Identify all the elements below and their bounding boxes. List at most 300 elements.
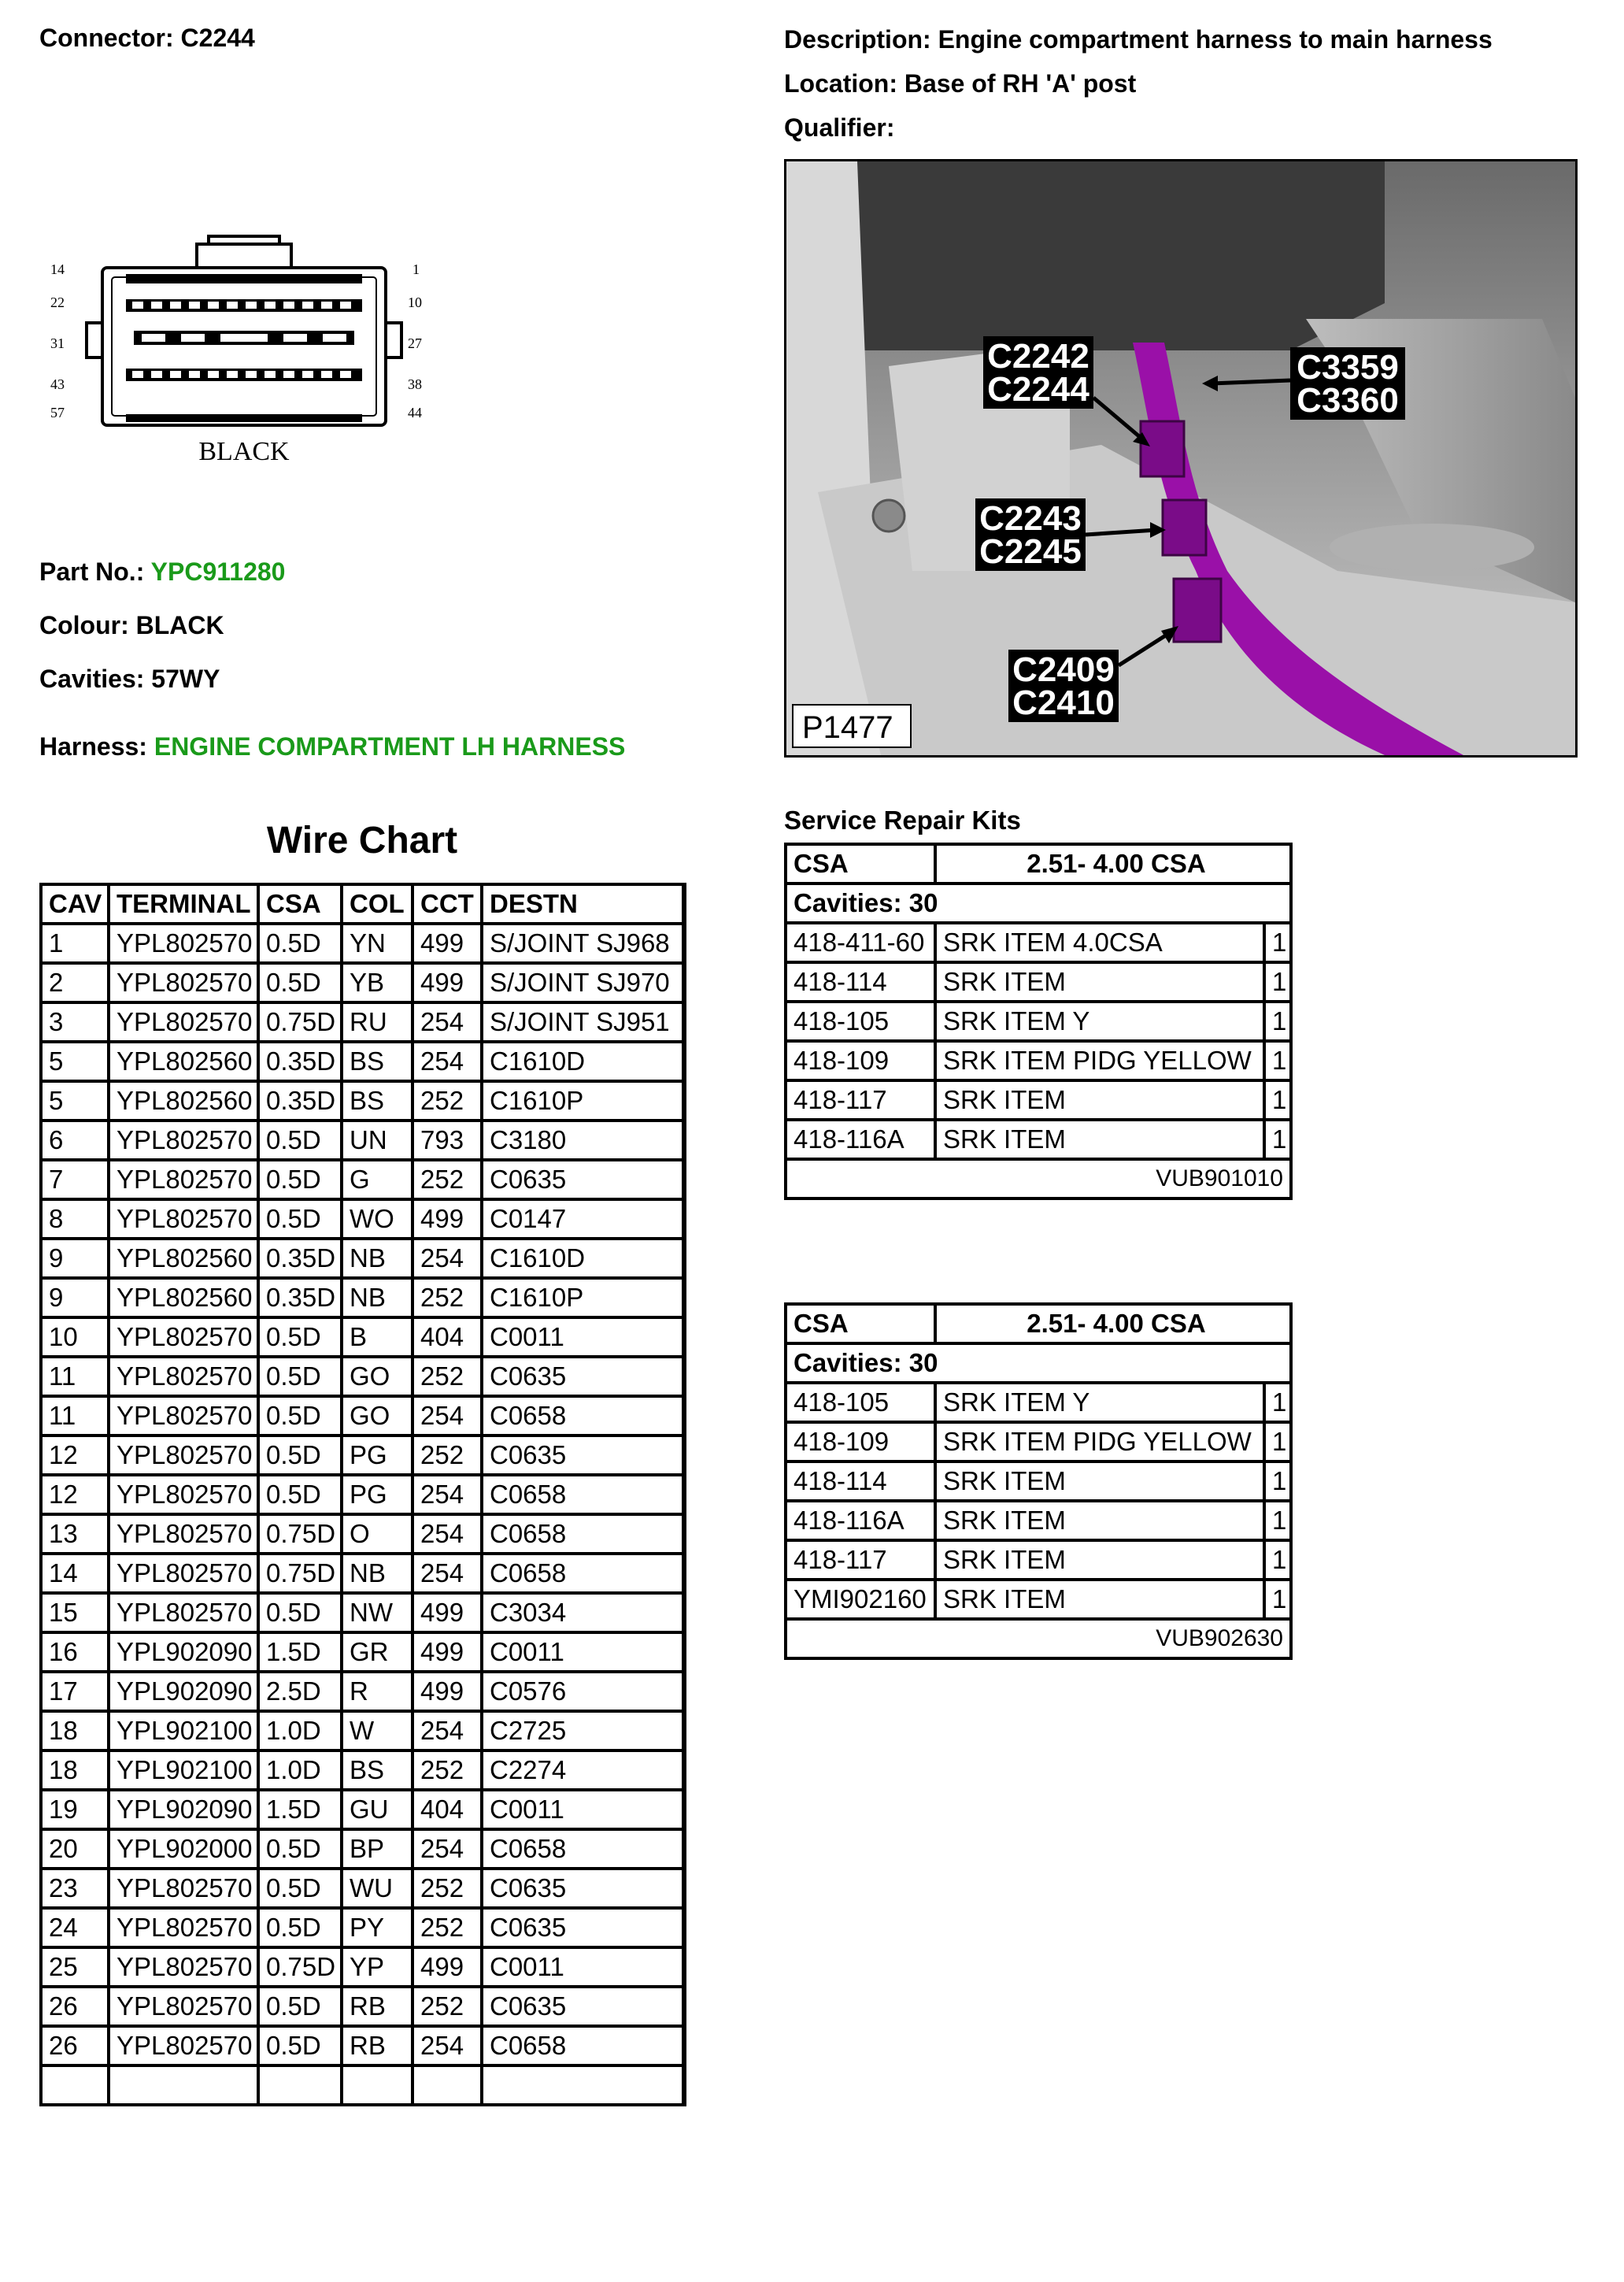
cell-destn: C0576 [483,1673,685,1713]
kit-item-part: 418-105 [787,1003,937,1043]
kit-item-qty: 1 [1266,924,1289,964]
cell-csa: 0.5D [260,1319,343,1358]
kit-item-row [787,1581,1289,1621]
cell-destn: C0658 [483,2028,685,2067]
kit-item-qty: 1 [1266,1542,1289,1581]
cell-terminal: YPL802570 [110,1516,260,1555]
cell-col: RB [343,1988,414,2028]
cell-cct: 254 [414,1555,483,1595]
kit-item-description: SRK ITEM PIDG YELLOW [937,1424,1266,1463]
pin-number-right: 38 [408,376,422,392]
kit-number: VUB902630 [1156,1625,1283,1651]
kit-item-part: 418-117 [787,1082,937,1121]
kit-item-description: SRK ITEM [937,1542,1266,1581]
kit-item-description: SRK ITEM [937,1121,1266,1161]
cell-cav: 7 [43,1161,110,1201]
cell-empty [343,2067,414,2106]
column-header-terminal: TERMINAL [110,886,260,925]
cell-destn: C0635 [483,1358,685,1398]
wire-chart-row [43,1988,685,2028]
repair-kit-table [784,843,1293,1200]
kit-item-description: SRK ITEM Y [937,1384,1266,1424]
cell-cav: 11 [43,1358,110,1398]
kit-item-qty: 1 [1266,1003,1289,1043]
cell-cav: 23 [43,1870,110,1910]
cell-cav: 26 [43,1988,110,2028]
cell-col: NB [343,1240,414,1280]
cell-csa: 0.75D [260,1516,343,1555]
cell-terminal: YPL802570 [110,1949,260,1988]
cell-col: WU [343,1870,414,1910]
cell-cav: 1 [43,925,110,965]
kit-number: VUB901010 [1156,1165,1283,1191]
column-header-csa: CSA [260,886,343,925]
wire-chart-row [43,1555,685,1595]
svg-text:C2243: C2243 [979,499,1082,538]
pin-number-left: 22 [50,295,65,310]
kit-item-row [787,1463,1289,1502]
part-number-link[interactable]: YPC911280 [150,558,286,586]
kit-item-description: SRK ITEM [937,964,1266,1003]
kit-item-qty: 1 [1266,1502,1289,1542]
kit-item-qty: 1 [1266,1121,1289,1161]
cell-cct: 254 [414,2028,483,2067]
cell-csa: 1.5D [260,1791,343,1831]
cell-destn: C0147 [483,1201,685,1240]
cell-terminal: YPL802570 [110,1122,260,1161]
wire-chart-row [43,1673,685,1713]
cell-destn: C0658 [483,1555,685,1595]
service-repair-kits-title: Service Repair Kits [784,806,1021,835]
cell-destn: C1610D [483,1240,685,1280]
cell-csa: 0.5D [260,1161,343,1201]
kit-cavities-row [787,1345,1289,1384]
cell-col: W [343,1713,414,1752]
kit-csa-label: CSA [787,846,937,885]
cell-csa: 0.75D [260,1555,343,1595]
cell-col: PG [343,1437,414,1476]
cell-terminal: YPL902100 [110,1713,260,1752]
cell-cct: 793 [414,1122,483,1161]
column-header-cav: CAV [43,886,110,925]
cell-cct: 252 [414,1358,483,1398]
cell-cct: 254 [414,1831,483,1870]
wire-chart-row [43,1476,685,1516]
wire-chart-row [43,1201,685,1240]
wire-chart-row [43,1280,685,1319]
cell-col: NB [343,1555,414,1595]
cell-csa: 0.5D [260,1870,343,1910]
cell-terminal: YPL902090 [110,1791,260,1831]
cell-cav: 9 [43,1240,110,1280]
cell-cct: 252 [414,1910,483,1949]
cell-terminal: YPL802570 [110,1004,260,1043]
cell-cav: 18 [43,1713,110,1752]
cell-terminal: YPL902090 [110,1673,260,1713]
kit-item-row [787,1502,1289,1542]
cell-cav: 8 [43,1201,110,1240]
cell-col: BP [343,1831,414,1870]
cell-destn: C1610P [483,1083,685,1122]
cell-csa: 0.5D [260,1476,343,1516]
cell-destn: C3180 [483,1122,685,1161]
cell-destn: C0011 [483,1949,685,1988]
cell-terminal: YPL802570 [110,1910,260,1949]
cell-cav: 5 [43,1043,110,1083]
location-value: Base of RH 'A' post [904,69,1137,98]
cell-cct: 499 [414,1595,483,1634]
cell-cav: 3 [43,1004,110,1043]
cell-col: RB [343,2028,414,2067]
column-header-destn: DESTN [483,886,685,925]
cell-terminal: YPL802560 [110,1240,260,1280]
cell-col: GO [343,1398,414,1437]
kit-item-part: 418-411-60 [787,924,937,964]
cell-col: GO [343,1358,414,1398]
cell-destn: S/JOINT SJ970 [483,965,685,1004]
repair-kit-table [784,1302,1293,1660]
cell-col: B [343,1319,414,1358]
kit-item-qty: 1 [1266,1043,1289,1082]
harness-link[interactable]: ENGINE COMPARTMENT LH HARNESS [154,732,626,761]
cell-cct: 252 [414,1083,483,1122]
kit-item-qty: 1 [1266,1463,1289,1502]
cell-col: GR [343,1634,414,1673]
pin-number-right: 1 [412,261,420,277]
cell-cav: 24 [43,1910,110,1949]
kit-item-description: SRK ITEM Y [937,1003,1266,1043]
cell-cav: 20 [43,1831,110,1870]
cell-csa: 1.0D [260,1713,343,1752]
cell-terminal: YPL802570 [110,1358,260,1398]
cell-cct: 254 [414,1398,483,1437]
location-label: Location: [784,69,897,98]
cell-cav: 2 [43,965,110,1004]
kit-item-row [787,1043,1289,1082]
wire-chart-row [43,1043,685,1083]
cell-terminal: YPL802570 [110,1988,260,2028]
kit-cavities: Cavities: 30 [787,885,1289,924]
kit-item-qty: 1 [1266,1384,1289,1424]
cell-col: O [343,1516,414,1555]
cell-col: PG [343,1476,414,1516]
cell-cav: 10 [43,1319,110,1358]
kit-item-row [787,1542,1289,1581]
kit-item-row [787,964,1289,1003]
kit-item-row [787,1384,1289,1424]
description-line [784,24,1493,55]
colour-line [39,609,224,641]
cell-destn: C0658 [483,1516,685,1555]
figure-id: P1477 [802,710,893,745]
wire-chart-row [43,1752,685,1791]
wire-chart-row [43,1910,685,1949]
kit-number-row [787,1621,1289,1657]
wire-chart-row [43,1004,685,1043]
qualifier-label: Qualifier: [784,113,895,142]
cell-cct: 499 [414,925,483,965]
cell-csa: 0.5D [260,1201,343,1240]
wire-chart-row [43,1161,685,1201]
kit-csa-value: 2.51- 4.00 CSA [937,846,1289,885]
kit-item-description: SRK ITEM PIDG YELLOW [937,1043,1266,1082]
kit-item-qty: 1 [1266,1424,1289,1463]
pin-number-right: 44 [408,405,422,420]
wire-chart-row [43,965,685,1004]
connector-label: Connector: [39,24,174,52]
cell-col: G [343,1161,414,1201]
cell-terminal: YPL802570 [110,1319,260,1358]
cell-col: R [343,1673,414,1713]
cell-empty [483,2067,685,2106]
kit-item-description: SRK ITEM [937,1463,1266,1502]
cell-cav: 19 [43,1791,110,1831]
cell-cct: 499 [414,1201,483,1240]
cell-destn: C0635 [483,1988,685,2028]
cell-destn: S/JOINT SJ951 [483,1004,685,1043]
pin-number-left: 31 [50,335,65,351]
cell-terminal: YPL802570 [110,1595,260,1634]
kit-item-description: SRK ITEM [937,1581,1266,1621]
cell-cav: 13 [43,1516,110,1555]
cell-destn: C0635 [483,1437,685,1476]
cell-destn: C3034 [483,1595,685,1634]
cell-empty [110,2067,260,2106]
kit-item-row [787,1424,1289,1463]
cell-csa: 0.35D [260,1043,343,1083]
cell-destn: C1610D [483,1043,685,1083]
kit-item-part: 418-114 [787,1463,937,1502]
cell-csa: 0.35D [260,1280,343,1319]
wire-chart-row [43,925,685,965]
cell-cct: 254 [414,1043,483,1083]
cell-col: PY [343,1910,414,1949]
cell-col: YN [343,925,414,965]
cavities-line [39,663,220,695]
cell-terminal: YPL902100 [110,1752,260,1791]
cell-destn: C0635 [483,1910,685,1949]
cell-csa: 0.5D [260,1831,343,1870]
connector-pinout-diagram [39,220,449,472]
cell-csa: 0.75D [260,1949,343,1988]
cell-destn: S/JOINT SJ968 [483,925,685,965]
cell-col: NB [343,1280,414,1319]
cell-col: WO [343,1201,414,1240]
cell-csa: 2.5D [260,1673,343,1713]
kit-item-part: 418-109 [787,1424,937,1463]
cell-cct: 252 [414,1988,483,2028]
part-number-label: Part No.: [39,558,145,586]
cell-cav: 9 [43,1280,110,1319]
svg-text:C2245: C2245 [979,532,1082,571]
kit-item-row [787,1121,1289,1161]
svg-text:C2242: C2242 [987,337,1089,376]
cell-cav: 14 [43,1555,110,1595]
part-number-line [39,556,285,587]
cell-destn: C0635 [483,1161,685,1201]
wire-chart-row [43,1870,685,1910]
cell-csa: 0.5D [260,1595,343,1634]
cell-terminal: YPL802570 [110,1476,260,1516]
cell-cct: 252 [414,1870,483,1910]
cell-cct: 499 [414,1673,483,1713]
cell-terminal: YPL802560 [110,1043,260,1083]
harness-line [39,731,625,762]
kit-item-qty: 1 [1266,1581,1289,1621]
column-header-cct: CCT [414,886,483,925]
svg-text:C2409: C2409 [1012,650,1115,689]
cell-cct: 254 [414,1240,483,1280]
pin-number-left: 57 [50,405,65,420]
wire-chart-title: Wire Chart [266,820,458,861]
cell-terminal: YPL802570 [110,1161,260,1201]
cell-cav: 11 [43,1398,110,1437]
cell-csa: 0.5D [260,925,343,965]
pin-number-left: 43 [50,376,65,392]
cell-cav: 15 [43,1595,110,1634]
kit-item-part: YMI902160 [787,1581,937,1621]
kit-item-part: 418-117 [787,1542,937,1581]
cell-cav: 6 [43,1122,110,1161]
kit-item-qty: 1 [1266,1082,1289,1121]
kit-csa-label: CSA [787,1306,937,1345]
cell-terminal: YPL902000 [110,1831,260,1870]
pinout-colour-caption: BLACK [198,437,290,466]
cell-terminal: YPL802570 [110,1398,260,1437]
cell-csa: 1.5D [260,1634,343,1673]
cell-cct: 499 [414,965,483,1004]
cell-cav: 12 [43,1476,110,1516]
wire-chart-row [43,1358,685,1398]
kit-item-part: 418-109 [787,1043,937,1082]
kit-csa-value: 2.51- 4.00 CSA [937,1306,1289,1345]
svg-text:C2244: C2244 [987,370,1089,409]
cell-cav: 25 [43,1949,110,1988]
description-value: Engine compartment harness to main harness [938,25,1493,54]
kit-item-part: 418-105 [787,1384,937,1424]
cell-terminal: YPL802570 [110,925,260,965]
cell-csa: 1.0D [260,1752,343,1791]
description-label: Description: [784,25,931,54]
cell-destn: C1610P [483,1280,685,1319]
cell-cav: 12 [43,1437,110,1476]
cell-col: BS [343,1083,414,1122]
cell-terminal: YPL802560 [110,1280,260,1319]
connector-value: C2244 [180,24,255,52]
location-photo [784,159,1578,758]
location-line [784,68,1136,99]
wire-chart-row [43,1949,685,1988]
svg-text:C2410: C2410 [1012,683,1115,722]
cell-col: RU [343,1004,414,1043]
wire-chart-row [43,1634,685,1673]
svg-text:C3359: C3359 [1297,348,1399,387]
kit-cavities: Cavities: 30 [787,1345,1289,1384]
wire-chart-row [43,1713,685,1752]
cell-destn: C0635 [483,1870,685,1910]
cell-csa: 0.5D [260,1398,343,1437]
cell-destn: C0658 [483,1476,685,1516]
cell-destn: C0011 [483,1791,685,1831]
kit-csa-row [787,1306,1289,1345]
cell-terminal: YPL802570 [110,2028,260,2067]
kit-cavities-row [787,885,1289,924]
wire-chart-row [43,2028,685,2067]
cell-cct: 254 [414,1476,483,1516]
kit-item-qty: 1 [1266,964,1289,1003]
kit-item-description: SRK ITEM 4.0CSA [937,924,1266,964]
pin-number-left: 14 [50,261,65,277]
cell-destn: C0658 [483,1398,685,1437]
wire-chart-header-row [43,886,685,925]
wire-chart-row [43,1122,685,1161]
cell-cav: 17 [43,1673,110,1713]
cell-cct: 404 [414,1319,483,1358]
cell-csa: 0.35D [260,1083,343,1122]
cell-csa: 0.75D [260,1004,343,1043]
cell-cct: 252 [414,1437,483,1476]
cell-csa: 0.5D [260,1122,343,1161]
cell-destn: C0011 [483,1319,685,1358]
wire-chart-row [43,1791,685,1831]
cell-terminal: YPL802570 [110,1201,260,1240]
cell-empty [414,2067,483,2106]
wire-chart-empty-row [43,2067,685,2106]
cell-csa: 0.5D [260,1437,343,1476]
cell-cct: 252 [414,1280,483,1319]
cell-cav: 16 [43,1634,110,1673]
cell-cct: 499 [414,1949,483,1988]
cell-destn: C2274 [483,1752,685,1791]
pin-number-right: 10 [408,295,422,310]
cell-destn: C0658 [483,1831,685,1870]
cell-cct: 252 [414,1752,483,1791]
cell-col: YP [343,1949,414,1988]
cell-empty [43,2067,110,2106]
wire-chart-row [43,1398,685,1437]
cell-col: NW [343,1595,414,1634]
cavities-value: 57WY [151,665,220,693]
pin-number-right: 27 [408,335,422,351]
cell-col: BS [343,1752,414,1791]
cell-csa: 0.5D [260,1988,343,2028]
wire-chart-row [43,1083,685,1122]
kit-item-part: 418-116A [787,1121,937,1161]
harness-label: Harness: [39,732,147,761]
cell-terminal: YPL802570 [110,1437,260,1476]
cell-csa: 0.5D [260,1910,343,1949]
cell-col: UN [343,1122,414,1161]
cell-cav: 5 [43,1083,110,1122]
cell-empty [260,2067,343,2106]
cell-cct: 499 [414,1634,483,1673]
cell-cct: 252 [414,1161,483,1201]
wire-chart-row [43,1240,685,1280]
wire-chart-table [39,883,686,2106]
cell-col: GU [343,1791,414,1831]
cell-csa: 0.5D [260,1358,343,1398]
wire-chart-row [43,1831,685,1870]
kit-item-part: 418-116A [787,1502,937,1542]
cell-terminal: YPL802570 [110,965,260,1004]
colour-value: BLACK [135,611,224,639]
wire-chart-row [43,1595,685,1634]
cell-csa: 0.5D [260,965,343,1004]
kit-number-row [787,1161,1289,1197]
kit-item-part: 418-114 [787,964,937,1003]
cell-destn: C0011 [483,1634,685,1673]
kit-csa-row [787,846,1289,885]
